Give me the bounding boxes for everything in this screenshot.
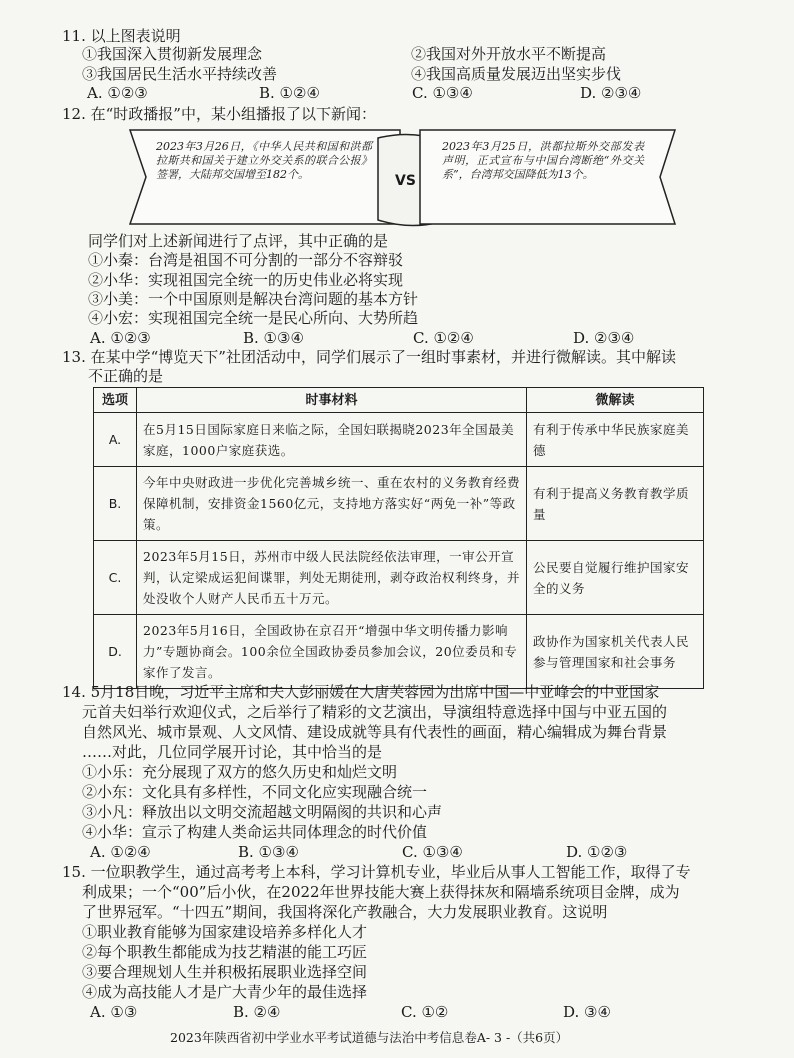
q14-option-b[interactable]: B. ①③④ <box>238 843 299 861</box>
q15-stem-line3: 了世界冠军。“十四五”期间，我国将深化产教融合，大力发展职业教育。这说明 <box>82 903 608 921</box>
q12-option-b[interactable]: B. ①③④ <box>243 329 304 347</box>
q11-item-4: ④我国高质量发展迈出坚实步伐 <box>411 65 622 83</box>
table-row <box>94 541 704 615</box>
row-reading: 有利于传承中华民族家庭美德 <box>527 413 704 467</box>
q14-item-3: ③小凡：释放出以文明交流超越文明隔阂的共识和心声 <box>82 803 443 821</box>
q11-option-a[interactable]: A. ①②③ <box>87 84 148 102</box>
q12-item-1: ①小秦：台湾是祖国不可分割的一部分不容辩驳 <box>88 251 404 269</box>
q15-option-c[interactable]: C. ①② <box>401 1003 449 1021</box>
row-material: 今年中央财政进一步优化完善城乡统一、重在农村的义务教育经费保障机制，安排资金1560亿元，支持地方落实好“两免一补”等政策。 <box>137 467 527 541</box>
row-material: 在5月15日国际家庭日来临之际，全国妇联揭晓2023年全国最美家庭，1000户家庭获选。 <box>137 413 527 467</box>
q15-stem-line2: 利成果；一个“00”后小伙，在2022年世界技能大赛上获得抹灰和隔墙系统项目金牌，成为 <box>82 883 680 901</box>
header-material: 时事材料 <box>137 388 527 413</box>
q14-option-c[interactable]: C. ①③④ <box>402 843 463 861</box>
q14-stem-line1: 14. 5月18日晚，习近平主席和夫人彭丽媛在大唐芙蓉园为出席中国—中亚峰会的中亚国家 <box>62 683 660 701</box>
q12-stem: 12. 在“时政播报”中，某小组播报了以下新闻： <box>62 105 376 123</box>
row-reading: 政协作为国家机关代表人民参与管理国家和社会事务 <box>527 615 704 689</box>
row-material: 2023年5月16日，全国政协在京召开“增强中华文明传播力影响力”专题协商会。100余位全国政协委员参加会议，20位委员和专家作了发言。 <box>137 615 527 689</box>
q14-item-4: ④小华：宣示了构建人类命运共同体理念的时代价值 <box>82 823 428 841</box>
table-row <box>94 615 704 689</box>
table-row <box>94 467 704 541</box>
q15-option-d[interactable]: D. ③④ <box>563 1003 611 1021</box>
q12-option-d[interactable]: D. ②③④ <box>573 329 635 347</box>
page-footer: 2023年陕西省初中学业水平考试道德与法治中考信息卷A- 3 -（共6页） <box>170 1030 569 1045</box>
q12-prompt: 同学们对上述新闻进行了点评，其中正确的是 <box>88 232 389 250</box>
q15-item-4: ④成为高技能人才是广大青少年的最佳选择 <box>82 983 368 1001</box>
q15-option-a[interactable]: A. ①③ <box>90 1003 138 1021</box>
q11-option-c[interactable]: C. ①③④ <box>412 84 473 102</box>
q15-stem-line1: 15. 一位职教学生，通过高考考上本科，学习计算机专业，毕业后从事人工智能工作，取得了专 <box>62 863 691 881</box>
row-label: A. <box>94 413 137 467</box>
q14-option-a[interactable]: A. ①②④ <box>90 843 151 861</box>
row-label: C. <box>94 541 137 615</box>
q12-item-4: ④小宏：实现祖国完全统一是民心所向、大势所趋 <box>88 309 419 327</box>
row-material: 2023年5月15日，苏州市中级人民法院经依法审理，一审公开宣判，认定梁成运犯间谍罪，判处无期徒刑，剥夺政治权利终身，并处没收个人财产人民币五十万元。 <box>137 541 527 615</box>
q11-item-1: ①我国深入贯彻新发展理念 <box>82 45 263 63</box>
q11-option-d[interactable]: D. ②③④ <box>580 84 642 102</box>
row-label: D. <box>94 615 137 689</box>
row-reading: 有利于提高义务教育教学质量 <box>527 467 704 541</box>
q12-option-a[interactable]: A. ①②③ <box>90 329 151 347</box>
table-row <box>94 413 704 467</box>
q14-stem-line4: ……对此，几位同学展开讨论，其中恰当的是 <box>82 743 383 761</box>
q13-stem-line1: 13. 在某中学“博览天下”社团活动中，同学们展示了一组时事素材，并进行微解读。其中解读 <box>62 348 676 366</box>
q11-item-3: ③我国居民生活水平持续改善 <box>82 65 278 83</box>
q11-stem: 11. 以上图表说明 <box>62 27 181 45</box>
table-header-row <box>94 388 704 413</box>
header-reading: 微解读 <box>527 388 704 413</box>
q15-option-b[interactable]: B. ②④ <box>233 1003 281 1021</box>
q12-news-right: 2023年3月25日，洪都拉斯外交部发表声明，正式宣布与中国台湾断绝“外交关系”，台湾邦交国降低为13个。 <box>442 140 644 181</box>
q12-option-c[interactable]: C. ①②④ <box>413 329 474 347</box>
row-label: B. <box>94 467 137 541</box>
q11-option-b[interactable]: B. ①②④ <box>259 84 320 102</box>
q14-stem-line3: 自然风光、城市景观、人文风情、建设成就等具有代表性的画面，精心编辑成为舞台背景 <box>82 723 668 741</box>
q11-item-2: ②我国对外开放水平不断提高 <box>411 45 607 63</box>
q14-item-1: ①小乐：充分展现了双方的悠久历史和灿烂文明 <box>82 763 398 781</box>
q13-material-table <box>93 387 704 689</box>
q14-item-2: ②小东：文化具有多样性，不同文化应实现融合统一 <box>82 783 428 801</box>
header-option: 选项 <box>94 388 137 413</box>
q15-item-1: ①职业教育能够为国家建设培养多样化人才 <box>82 923 368 941</box>
q14-option-d[interactable]: D. ①②③ <box>566 843 628 861</box>
q12-item-2: ②小华：实现祖国完全统一的历史伟业必将实现 <box>88 271 404 289</box>
row-reading: 公民要自觉履行维护国家安全的义务 <box>527 541 704 615</box>
q15-item-3: ③要合理规划人生并积极拓展职业选择空间 <box>82 963 368 981</box>
q12-news-left: 2023年3月26日，《中华人民共和国和洪都拉斯共和国关于建立外交关系的联合公报》签署，大陆邦交国增至182个。 <box>156 140 372 181</box>
q15-item-2: ②每个职教生都能成为技艺精湛的能工巧匠 <box>82 943 368 961</box>
q13-stem-line2: 不正确的是 <box>88 367 164 385</box>
q12-vs-label: VS <box>395 173 416 189</box>
q14-stem-line2: 元首夫妇举行欢迎仪式，之后举行了精彩的文艺演出，导演组特意选择中国与中亚五国的 <box>82 703 668 721</box>
q12-item-3: ③小美：一个中国原则是解决台湾问题的基本方针 <box>88 290 419 308</box>
